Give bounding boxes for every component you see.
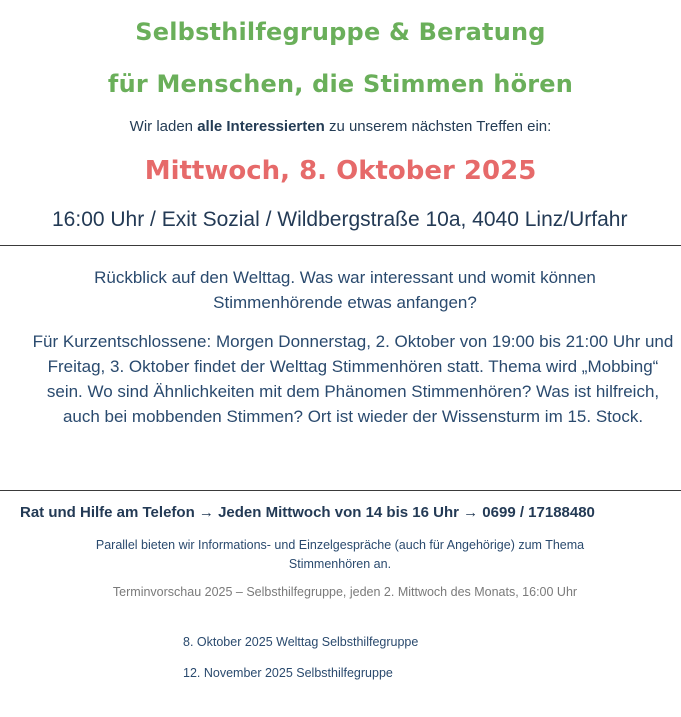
title-line-1: Selbsthilfegruppe & Beratung bbox=[135, 18, 546, 46]
body-paragraph-2: Für Kurzentschlossene: Morgen Donnerstag, 2. Oktober von 19:00 bis 21:00 Uhr und Freitag, 3. Oktober findet der Welttag Stimmenhören statt. Thema wird „Mobbing“ sein. Wo sind Ähnlichkeiten mit dem Phänomen Stimmenhören? Was ist hilfreich, auch bei mobbenden Stimmen? Ort ist wieder der Wissensturm im 15. Stock. bbox=[32, 332, 674, 426]
invite-text bbox=[0, 118, 681, 135]
divider-bottom bbox=[0, 490, 681, 491]
body-paragraph-1: Rückblick auf den Welttag. Was war interessant und womit können Stimmenhörende etwas anfangen? bbox=[94, 268, 596, 312]
event-item: 8. Oktober 2025 Welttag Selbsthilfegruppe bbox=[183, 635, 419, 649]
schedule-preview: Terminvorschau 2025 – Selbsthilfegruppe, jeden 2. Mittwoch des Monats, 16:00 Uhr bbox=[112, 585, 578, 599]
invite-suffix: zu unserem nächsten Treffen ein: bbox=[324, 118, 552, 135]
event-item: 12. November 2025 Selbsthilfegruppe bbox=[183, 666, 393, 680]
parallel-info: Parallel bieten wir Informations- und Einzelgespräche (auch für Angehörige) zum Thema Stimmenhören an. bbox=[95, 538, 585, 571]
meeting-date: Mittwoch, 8. Oktober 2025 bbox=[144, 156, 537, 186]
invite-highlight: alle Interessierten bbox=[197, 118, 325, 135]
meeting-details: 16:00 Uhr / Exit Sozial / Wildbergstraße 10a, 4040 Linz/Urfahr bbox=[52, 208, 628, 231]
title-line-2: für Menschen, die Stimmen hören bbox=[107, 70, 574, 98]
divider-top bbox=[0, 245, 681, 246]
phone-hotline: Rat und Hilfe am Telefon → Jeden Mittwoch von 14 bis 16 Uhr → 0699 / 17188480 bbox=[20, 504, 595, 521]
invite-prefix: Wir laden bbox=[129, 118, 198, 135]
